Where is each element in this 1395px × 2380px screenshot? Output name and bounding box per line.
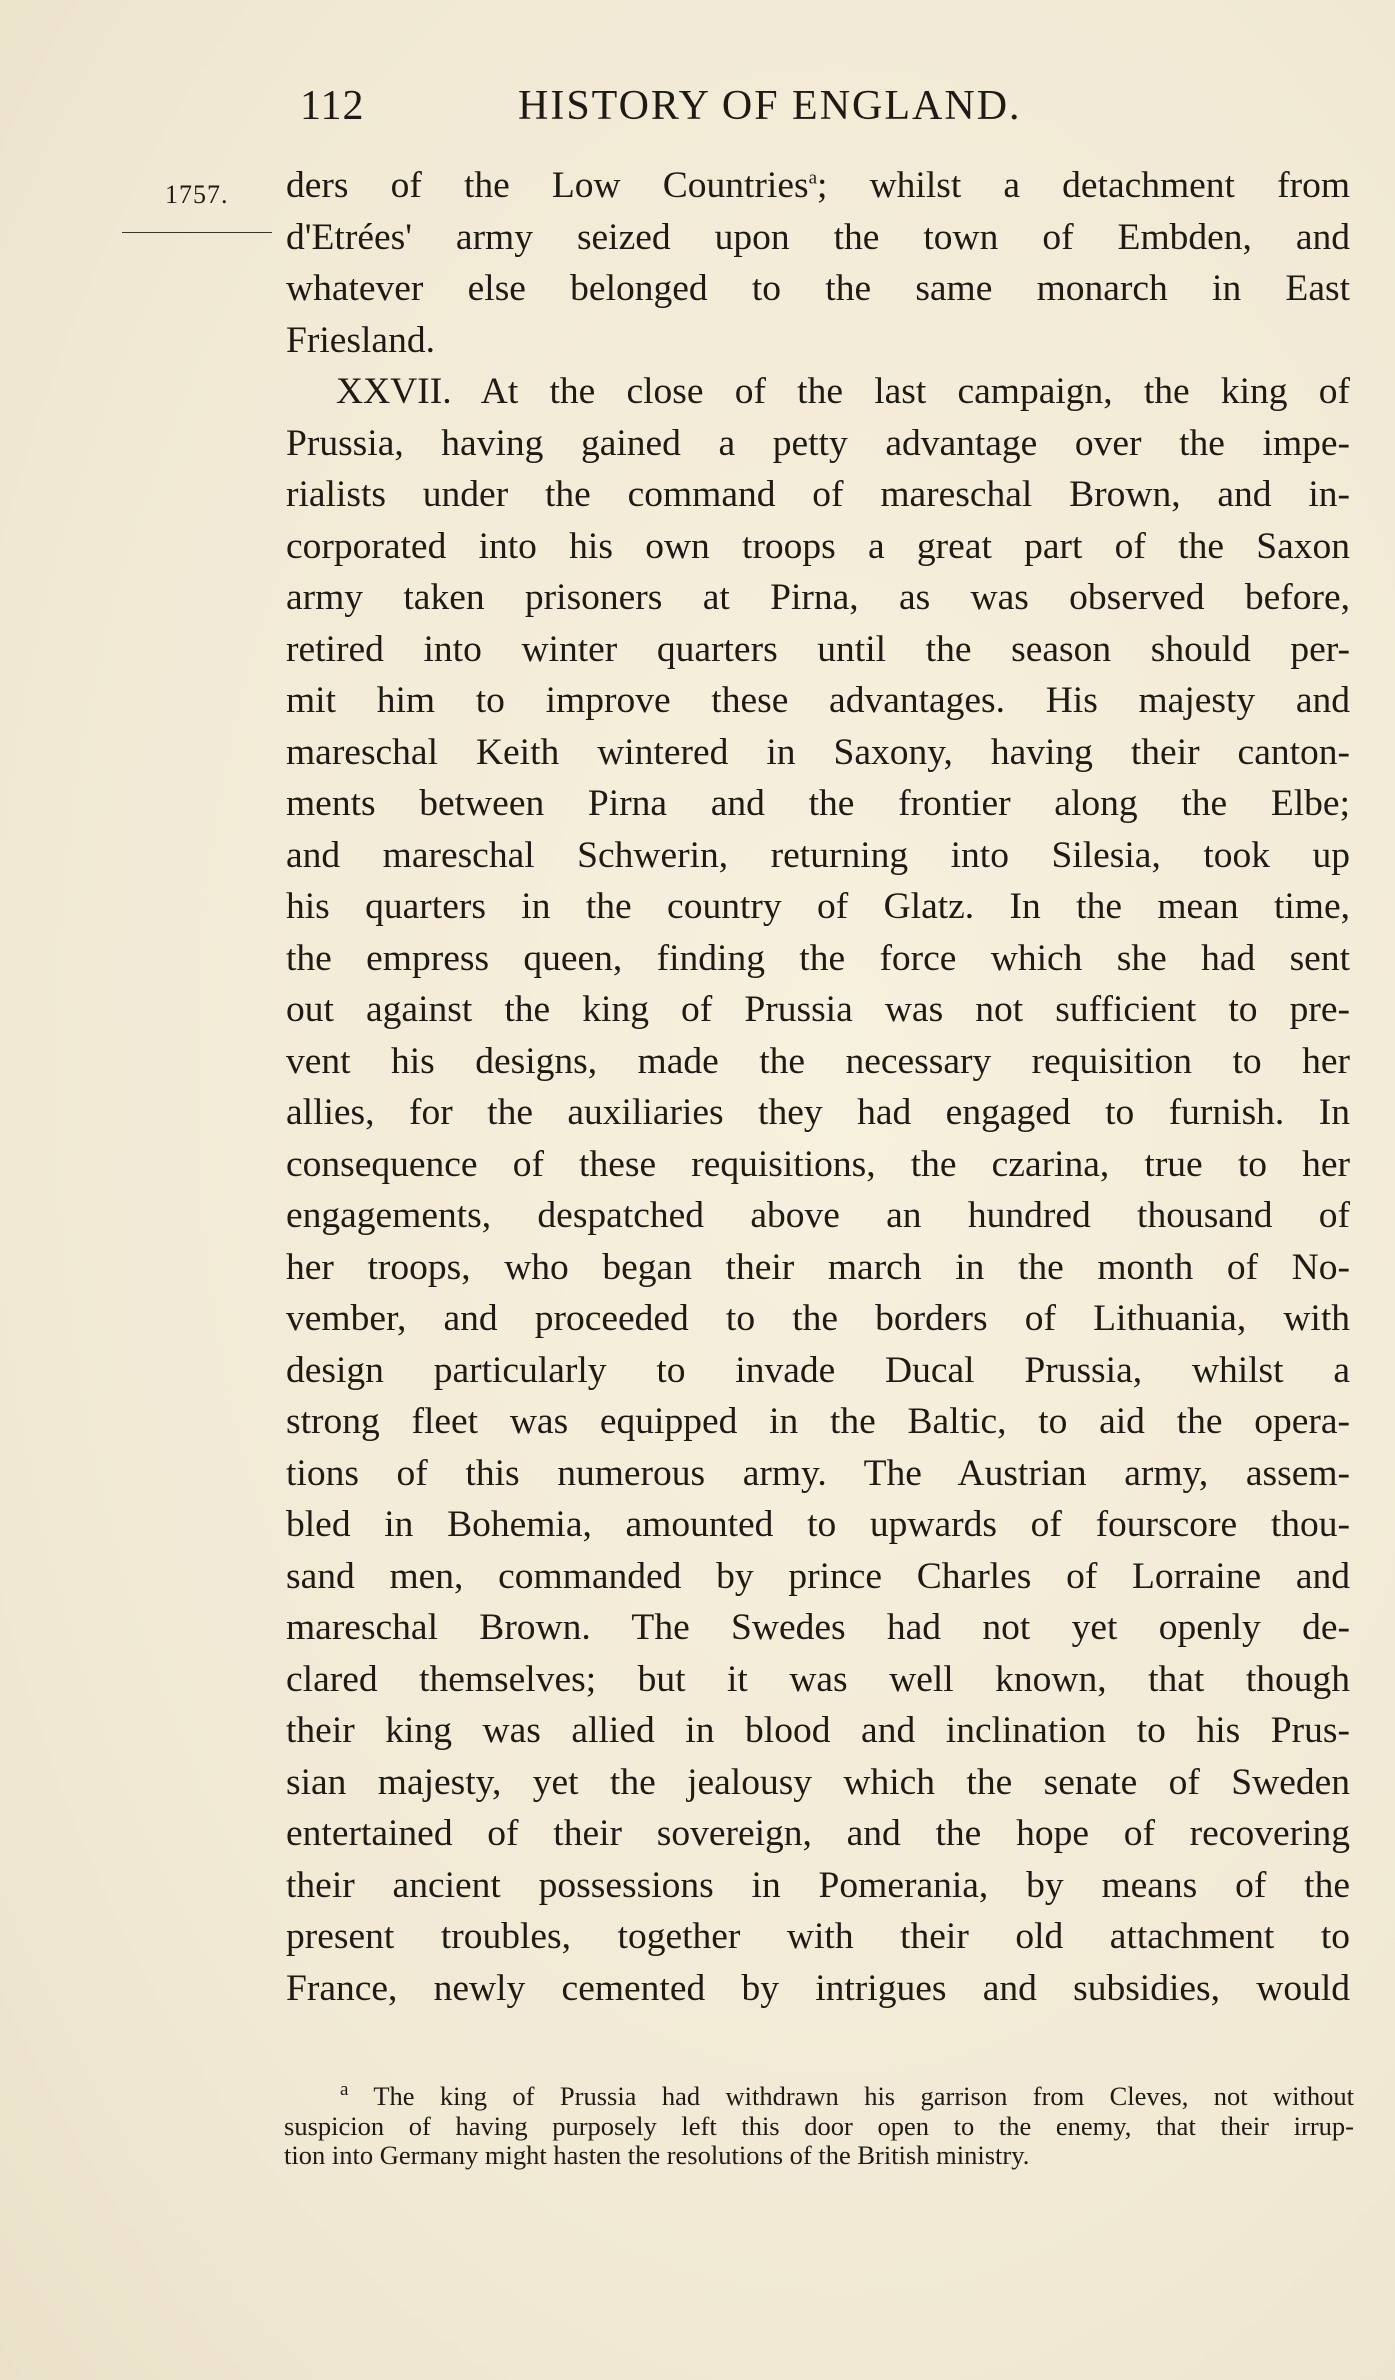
text-line: entertained of their sovereign, and the hope of recovering — [286, 1813, 1350, 1854]
footnote-line: tion into Germany might hasten the resolutions of the British ministry. — [284, 2140, 1030, 2170]
text-line: consequence of these requisitions, the czarina, true to her — [286, 1143, 1350, 1185]
text-line: Friesland. — [286, 319, 435, 361]
text-line: tions of this numerous army. The Austrian army, assem- — [286, 1452, 1350, 1494]
text-line: vent his designs, made the necessary requisition to her — [286, 1040, 1350, 1082]
footnote-mark: a — [340, 2079, 349, 2101]
footnote — [284, 2079, 1354, 2171]
text-line: their ancient possessions in Pomerania, by means of the — [286, 1864, 1350, 1906]
text-line: present troubles, together with their old attachment to — [286, 1916, 1350, 1957]
footnote-line: $^a$ The king of Prussia had withdrawn his garrison from Cleves, not without — [340, 2079, 1354, 2111]
text-line: vember, and proceeded to the borders of Lithuania, with — [286, 1298, 1350, 1339]
text-line: mareschal Brown. The Swedes had not yet openly de- — [286, 1607, 1350, 1648]
text-line: sian majesty, yet the jealousy which the senate of Sweden — [286, 1761, 1350, 1803]
body-text — [286, 160, 1350, 2014]
footnote-line: suspicion of having purposely left this door open to the enemy, that their irrup- — [284, 2110, 1354, 2141]
text-line: allies, for the auxiliaries they had engaged to furnish. In — [286, 1092, 1350, 1133]
text-line: bled in Bohemia, amounted to upwards of fourscore thou- — [286, 1504, 1350, 1545]
text-line: Prussia, having gained a petty advantage over the impe- — [286, 422, 1350, 464]
text-line: his quarters in the country of Glatz. In the mean time, — [286, 886, 1350, 927]
margin-year-note: 1757. — [165, 180, 229, 209]
text-line: the empress queen, finding the force which she had sent — [286, 937, 1350, 979]
text-line: ments between Pirna and the frontier along the Elbe; — [286, 783, 1350, 824]
text-line: mit him to improve these advantages. His majesty and — [286, 680, 1350, 721]
text-line: out against the king of Prussia was not sufficient to pre- — [286, 989, 1350, 1030]
text-line: mareschal Keith wintered in Saxony, having their canton- — [286, 731, 1350, 773]
text-line: strong fleet was equipped in the Baltic, to aid the opera- — [286, 1401, 1350, 1442]
text-line: her troops, who began their march in the month of No- — [286, 1246, 1350, 1288]
running-title: HISTORY OF ENGLAND. — [518, 83, 1022, 129]
text-line: their king was allied in blood and inclination to his Prus- — [286, 1710, 1350, 1751]
footnote-reference: a — [808, 167, 818, 189]
text-line: ders of the Low Countries$^a$; whilst a detachment from — [286, 165, 1350, 206]
text-line: and mareschal Schwerin, returning into Silesia, took up — [286, 834, 1350, 876]
text-line: d'Etrées' army seized upon the town of Embden, and — [286, 216, 1350, 258]
page-header — [300, 82, 1360, 142]
text-line: corporated into his own troops a great part of the Saxon — [286, 525, 1350, 567]
text-line: rialists under the command of mareschal Brown, and in- — [286, 474, 1350, 515]
text-line: design particularly to invade Ducal Prussia, whilst a — [286, 1349, 1350, 1391]
text-line: engagements, despatched above an hundred thousand of — [286, 1195, 1350, 1236]
text-line: sand men, commanded by prince Charles of Lorraine and — [286, 1555, 1350, 1597]
text-line: clared themselves; but it was well known, that though — [286, 1658, 1350, 1700]
text-line: whatever else belonged to the same monarch in East — [286, 268, 1350, 309]
text-line: retired into winter quarters until the season should per- — [286, 628, 1350, 670]
text-line: France, newly cemented by intrigues and subsidies, would — [286, 1967, 1350, 2009]
margin-rule — [122, 232, 272, 233]
page-number: 112 — [300, 83, 365, 129]
section-start-line: XXVII. At the close of the last campaign, the king of — [336, 371, 1350, 412]
text-line: army taken prisoners at Pirna, as was observed before, — [286, 577, 1350, 618]
